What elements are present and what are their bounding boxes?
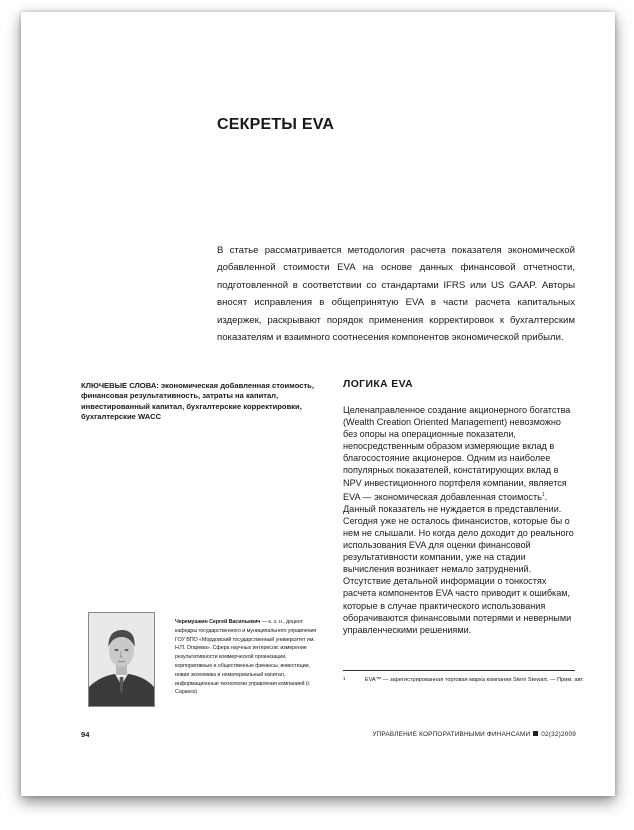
footnote-ref: 1 (541, 491, 545, 498)
body-text-part1: Целенаправленное создание акционерного богатства (Wealth Creation Oriented Management) невозможно без опоры на операционные показатели, непосредственным образом измеряющие вклад в благосостояние акционеров. Одним из наиболее популярных показателей, констатирующих вклад в NPV инвестиционного портфеля компании, является EVA — экономическая добавленная стоимость (343, 405, 571, 502)
footnote-text: EVA™ — зарегистрированная торговая марка компании Stern Stewart. — Прим. авт. (365, 677, 584, 683)
keywords-block: КЛЮЧЕВЫЕ СЛОВА: экономическая добавленная стоимость, финансовая результативность, затраты на капитал, инвестированный капитал, бухгалтерские корректировки, бухгалтерские WACC (81, 381, 314, 422)
footnote-divider (343, 670, 575, 671)
author-portrait-image (89, 613, 154, 706)
journal-name: УПРАВЛЕНИЕ КОРПОРАТИВНЫМИ ФИНАНСАМИ (372, 731, 531, 738)
journal-footer (372, 731, 576, 738)
author-name: Черемушкин Сергей Васильевич (175, 619, 261, 625)
square-bullet-icon (533, 731, 538, 736)
body-text-part2: . Данный показатель не нуждается в представлении. Сегодня уже не осталось финансистов, которые бы о нем не слышали. Но когда дело доходит до реального использования EVA для оценки финансовой результативности компании, уже на стадии вычисления возникает немало затруднений. Отсутствие детальной информации о тонкостях расчета компонентов EVA часто приводит к ошибкам, которые в случае практического использования оборачиваются финансовыми потерями и неверными управленческими решениями. (343, 491, 574, 635)
footnote-number: 1 (343, 676, 346, 681)
article-abstract: В статье рассматривается методология расчета показателя экономической добавленной стоимости EVA на основе данных финансовой отчетности, подготовленной в соответствии со стандартами IFRS или US GAAP. Авторы вносят исправления в общепринятую EVA в части расчета капитальных издержек, раскрывают порядок применения корректировок к бухгалтерским показателям и взаимного соотнесения компонентов экономической прибыли. (217, 245, 575, 344)
magazine-page (21, 12, 615, 796)
author-photo (88, 612, 155, 707)
article-body (343, 404, 575, 636)
author-info (175, 618, 325, 697)
article-title: СЕКРЕТЫ EVA (217, 116, 335, 133)
body-paragraph (343, 404, 575, 636)
journal-issue: 02(32)2009 (541, 731, 576, 738)
author-bio: — к. э. н., доцент кафедры государственного и муниципального управления ГОУ ВПО «Мордовский государственный университет им. Н.П. Огарева». Сфера научных интересов: измерение результативности коммерческой организации, корпоративные и общественные финансы, инвестиции, новая экономика и нематериальный капитал, информационные технологии управления компанией (г. Саранск) (175, 619, 317, 696)
section-heading: ЛОГИКА EVA (343, 379, 414, 390)
page-number: 94 (81, 730, 90, 739)
